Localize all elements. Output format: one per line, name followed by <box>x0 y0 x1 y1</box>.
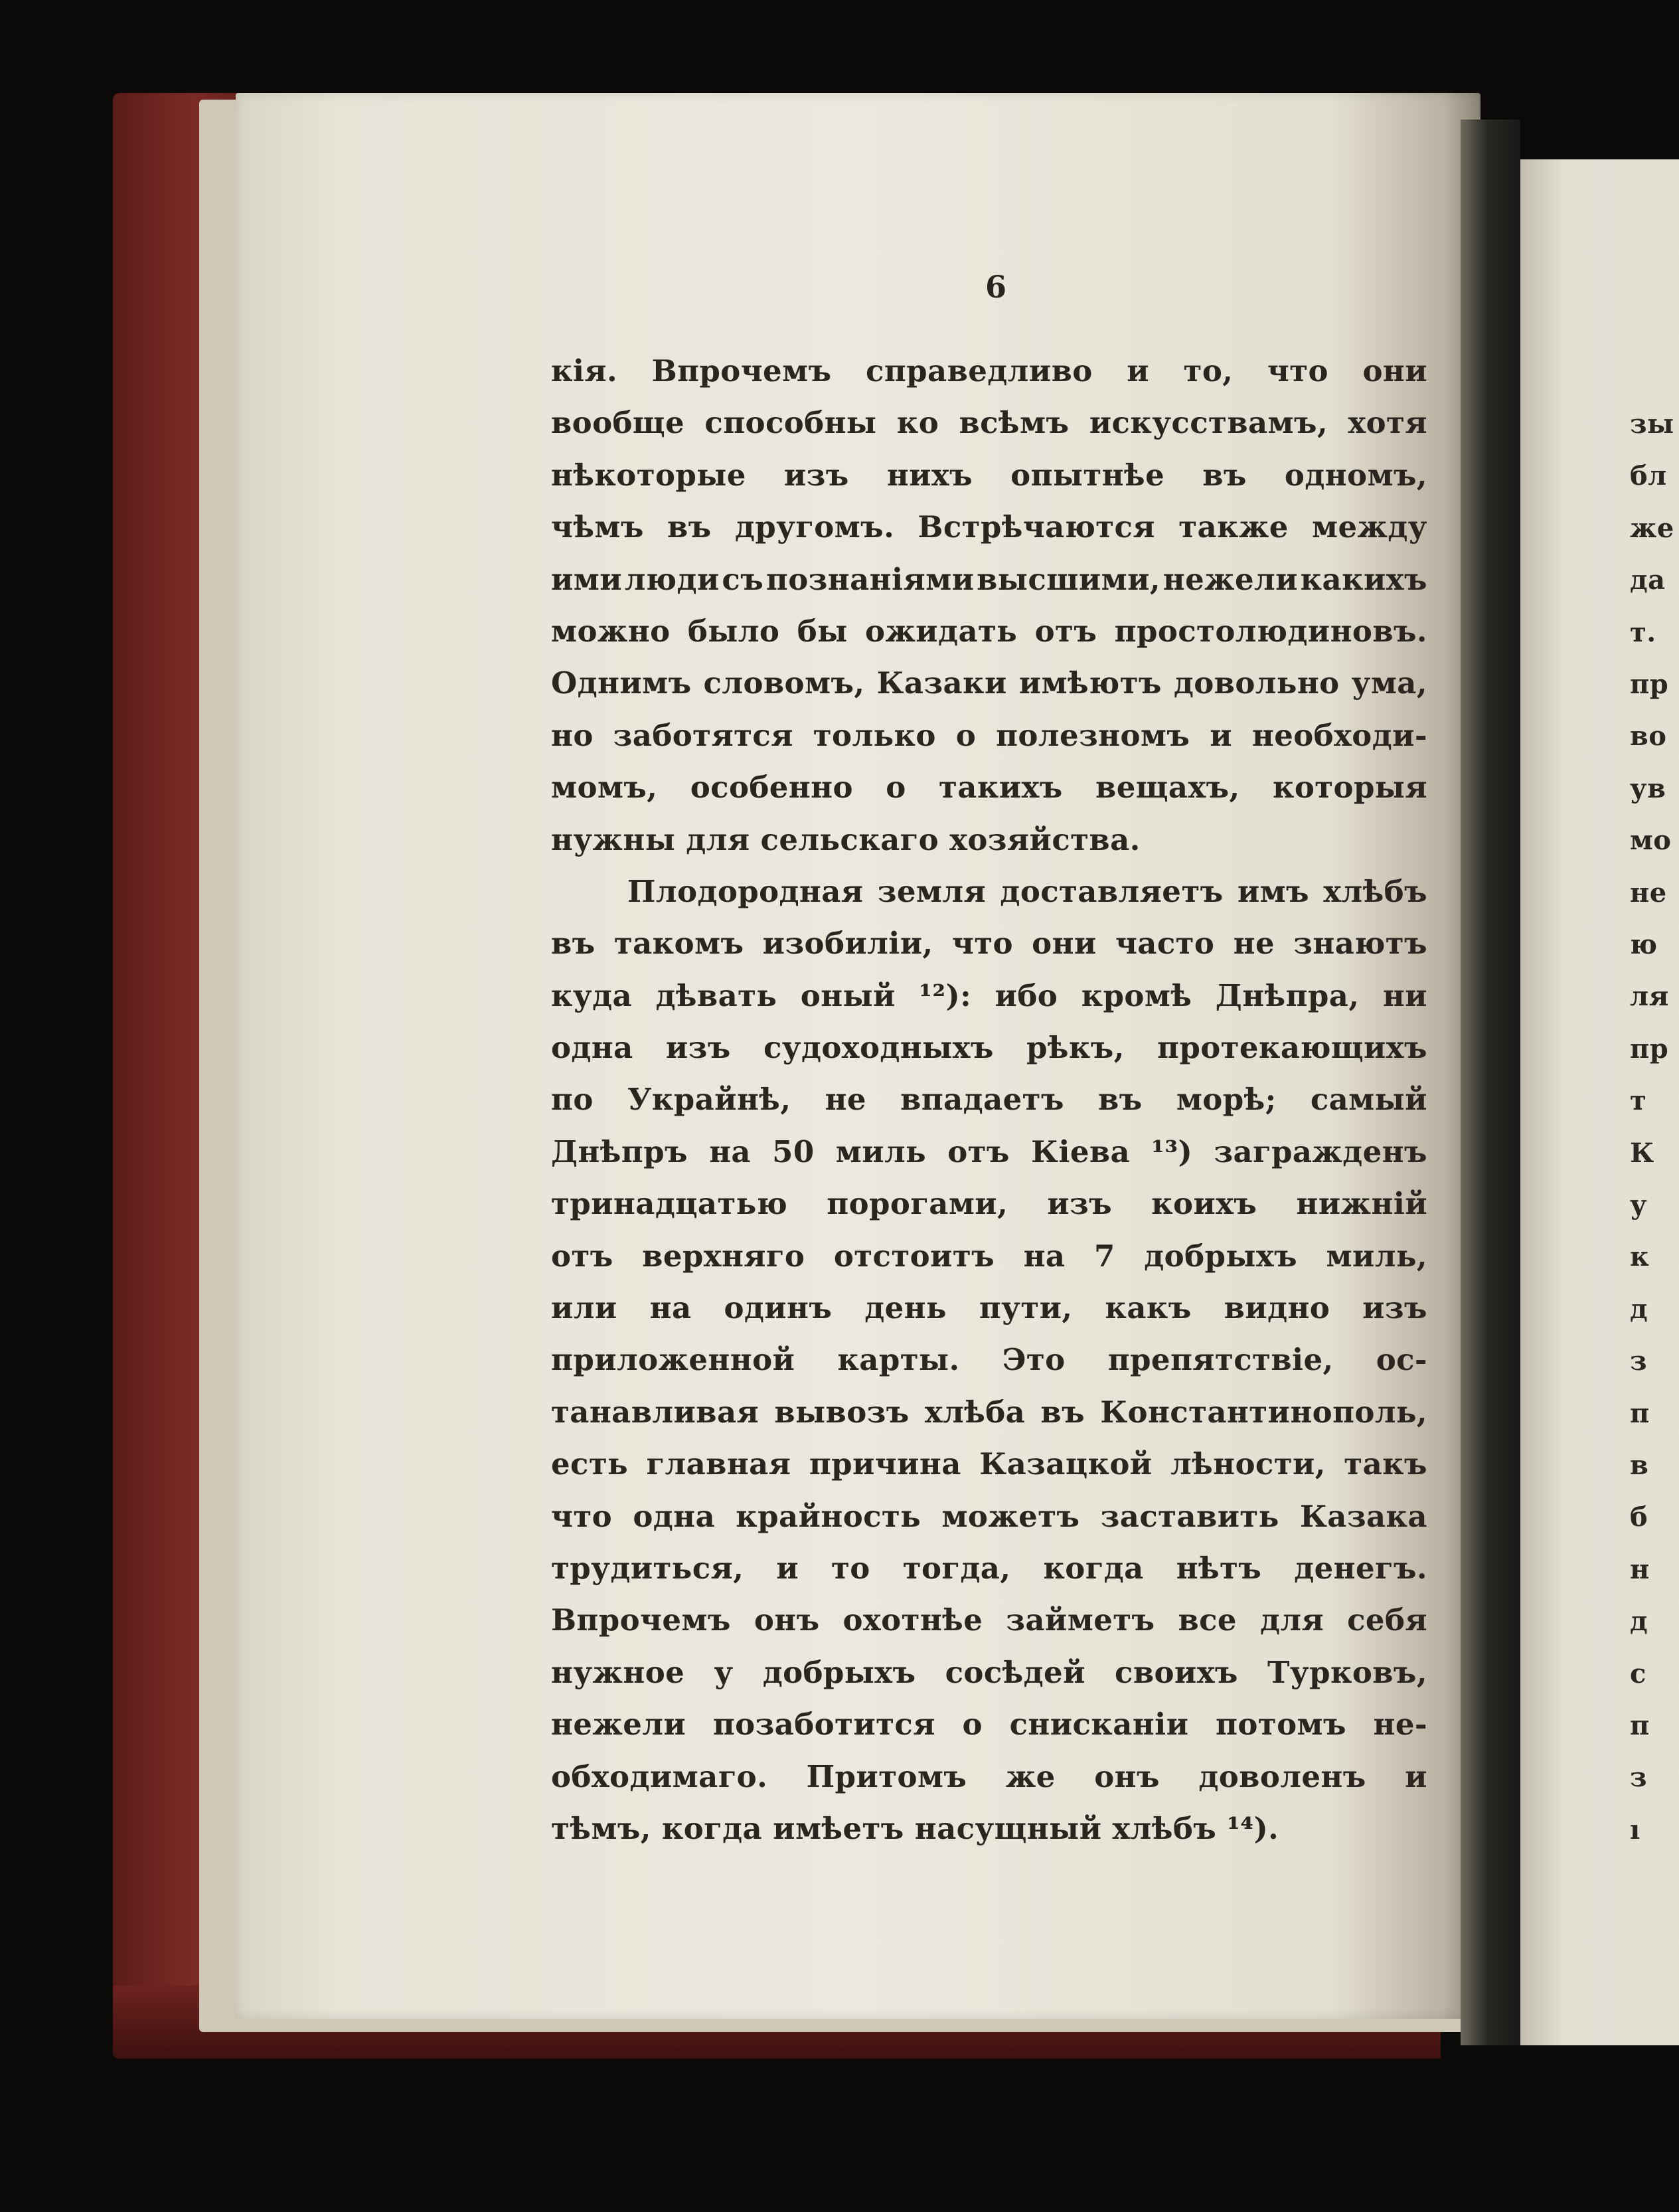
word: Турковъ, <box>1267 1654 1427 1690</box>
next-page-line-fragment: да <box>1630 564 1666 596</box>
word: препятствіе, <box>1107 1342 1334 1378</box>
word: же <box>1005 1758 1056 1794</box>
word: кромѣ <box>1081 978 1192 1013</box>
word: другомъ. <box>734 509 895 545</box>
word: 7 <box>1094 1238 1115 1274</box>
word: самый <box>1310 1082 1427 1118</box>
text-line: тѣмъ, когда имѣетъ насущный хлѣбъ ¹⁴). <box>551 1810 1279 1846</box>
word: дѣвать <box>655 978 777 1013</box>
word: тогда, <box>902 1550 1011 1586</box>
text-line <box>551 554 1427 606</box>
word: на <box>709 1134 751 1169</box>
text-line <box>551 1387 1427 1438</box>
word: которыя <box>1272 770 1427 806</box>
text-line <box>551 501 1427 553</box>
word: снисканіи <box>1009 1707 1189 1743</box>
word: Днѣпръ <box>551 1134 688 1169</box>
text-line <box>551 970 1427 1022</box>
word: о <box>955 717 977 753</box>
word: пути, <box>979 1290 1073 1326</box>
word: чѣмъ <box>551 509 644 545</box>
word: 50 <box>772 1134 815 1169</box>
word: карты. <box>837 1342 960 1378</box>
word: займетъ <box>1006 1602 1155 1638</box>
word: можно <box>551 613 671 649</box>
word: коихъ <box>1151 1186 1257 1222</box>
word: вывозъ <box>774 1394 910 1430</box>
next-page-line-fragment: пр <box>1630 669 1669 700</box>
page-number: 6 <box>985 269 1006 305</box>
word: причина <box>809 1446 961 1482</box>
next-page-line-fragment: п <box>1630 1397 1650 1429</box>
next-page-line-fragment: в <box>1630 1450 1649 1481</box>
word: Впрочемъ <box>651 353 832 388</box>
word: опытнѣе <box>1010 457 1165 493</box>
word: морѣ; <box>1176 1082 1277 1118</box>
word: отъ <box>551 1238 613 1274</box>
word: имѣютъ <box>1018 665 1162 701</box>
word: рѣкъ, <box>1026 1030 1125 1066</box>
word: Казацкой <box>979 1446 1153 1482</box>
word: также <box>1178 509 1289 545</box>
word: одна <box>633 1498 716 1534</box>
word: заставить <box>1100 1498 1279 1534</box>
word: знаютъ <box>1293 926 1427 962</box>
word: себя <box>1347 1602 1427 1638</box>
word: впадаетъ <box>900 1082 1064 1118</box>
word: нижній <box>1296 1186 1427 1222</box>
word: для <box>1259 1602 1324 1638</box>
word: отстоитъ <box>833 1238 995 1274</box>
word: онъ <box>754 1602 820 1638</box>
word: изъ <box>1362 1290 1427 1326</box>
next-page-line-fragment: не <box>1630 877 1667 908</box>
word: въ <box>667 509 712 545</box>
next-page-line-fragment: бл <box>1630 460 1667 492</box>
word: Это <box>1002 1342 1066 1378</box>
word: Однимъ <box>551 665 692 701</box>
word: верхняго <box>642 1238 805 1274</box>
word: особенно <box>690 770 853 806</box>
word: ос- <box>1376 1342 1427 1378</box>
next-page-line-fragment: пр <box>1630 1033 1669 1064</box>
word: Кіева <box>1031 1134 1131 1169</box>
word: только <box>813 717 936 753</box>
word: какихъ <box>1300 561 1427 597</box>
word: ими <box>551 561 623 597</box>
next-page-line-fragment: ув <box>1630 772 1666 804</box>
word: загражденъ <box>1214 1134 1427 1169</box>
word: довольно <box>1173 665 1340 701</box>
word: обходимаго. <box>551 1758 768 1794</box>
word: крайность <box>736 1498 921 1534</box>
text-line <box>551 397 1427 449</box>
word: о <box>962 1707 983 1743</box>
next-page-line-fragment: ı <box>1630 1814 1640 1845</box>
next-page-line-fragment: д <box>1630 1606 1648 1638</box>
word: на <box>1023 1238 1066 1274</box>
word: на <box>649 1290 692 1326</box>
word: и <box>1405 1758 1427 1794</box>
word: одна <box>551 1030 633 1066</box>
word: у <box>714 1654 734 1690</box>
word: всѣмъ <box>959 405 1070 441</box>
next-page-line-fragment: К <box>1630 1137 1654 1169</box>
word: кія. <box>551 353 618 388</box>
word: было <box>687 613 780 649</box>
word: ожидать <box>865 613 1018 649</box>
word: ибо <box>995 978 1058 1013</box>
next-page-line-fragment: зы <box>1630 408 1674 440</box>
word: что <box>951 926 1013 962</box>
word: ¹³) <box>1151 1134 1193 1169</box>
word: земля <box>877 873 987 909</box>
word: способны <box>704 405 877 441</box>
word: добрыхъ <box>762 1654 916 1690</box>
word: такомъ <box>613 926 744 962</box>
word: есть <box>551 1446 629 1482</box>
next-page-line-fragment: т <box>1630 1085 1647 1117</box>
text-line <box>551 606 1427 657</box>
word: потомъ <box>1216 1707 1346 1743</box>
text-line <box>551 762 1427 813</box>
word: вещахъ, <box>1095 770 1240 806</box>
next-page-line-fragment: ю <box>1630 929 1658 960</box>
word: Казака <box>1299 1498 1427 1534</box>
word: какъ <box>1105 1290 1192 1326</box>
text-line <box>551 1231 1427 1282</box>
text-line <box>551 710 1427 762</box>
word: познаніями <box>765 561 975 597</box>
next-page-line-fragment: з <box>1630 1345 1648 1377</box>
text-line <box>551 1543 1427 1594</box>
word: что <box>1267 353 1328 388</box>
word: по <box>551 1082 594 1118</box>
word: Встрѣчаются <box>918 509 1155 545</box>
text-line <box>551 918 1427 970</box>
word: денегъ. <box>1294 1550 1427 1586</box>
next-page-line-fragment: к <box>1630 1241 1650 1273</box>
word: они <box>1362 353 1427 388</box>
word: имъ <box>1237 873 1309 909</box>
word: Впрочемъ <box>551 1602 731 1638</box>
word: Константинополь, <box>1100 1394 1427 1430</box>
text-line <box>551 1126 1427 1178</box>
word: хлѣбъ <box>1323 873 1427 909</box>
word: тринадцатью <box>551 1186 788 1222</box>
word: Украйнѣ, <box>627 1082 791 1118</box>
word: съ <box>722 561 764 597</box>
word: полезномъ <box>996 717 1190 753</box>
word: одинъ <box>724 1290 833 1326</box>
text-line <box>551 1491 1427 1543</box>
word: изъ <box>665 1030 731 1066</box>
word: или <box>551 1290 617 1326</box>
word: когда <box>1043 1550 1144 1586</box>
next-page-line-fragment: д <box>1630 1293 1648 1325</box>
word: нѣтъ <box>1176 1550 1262 1586</box>
next-page-line-fragment: с <box>1630 1658 1646 1689</box>
next-page-line-fragment: н <box>1630 1553 1650 1585</box>
word: охотнѣе <box>842 1602 983 1638</box>
word: не <box>825 1082 866 1118</box>
text-line <box>551 1074 1427 1126</box>
word: такъ <box>1344 1446 1427 1482</box>
text-line <box>551 1438 1427 1490</box>
word: главная <box>646 1446 791 1482</box>
word: оный <box>800 978 896 1013</box>
word: хотя <box>1348 405 1427 441</box>
word: ко <box>896 405 939 441</box>
text-line <box>551 1178 1427 1230</box>
word: изъ <box>1047 1186 1113 1222</box>
word: миль <box>835 1134 927 1169</box>
word: заботятся <box>613 717 793 753</box>
word: простолюдиновъ. <box>1114 613 1427 649</box>
word: Притомъ <box>806 1758 967 1794</box>
text-line <box>551 1022 1427 1074</box>
text-line <box>551 345 1427 397</box>
word: вообще <box>551 405 685 441</box>
word: можетъ <box>941 1498 1080 1534</box>
word: ни <box>1382 978 1427 1013</box>
word: отъ <box>1034 613 1097 649</box>
next-page-line-fragment: у <box>1630 1189 1648 1221</box>
book-gutter <box>1461 120 1520 2045</box>
word: въ <box>1040 1394 1085 1430</box>
word: часто <box>1115 926 1215 962</box>
word: доволенъ <box>1198 1758 1366 1794</box>
word: то, <box>1183 353 1234 388</box>
word: нужное <box>551 1654 685 1690</box>
word: бы <box>797 613 848 649</box>
text-line <box>551 1282 1427 1334</box>
next-page-line-fragment: п <box>1630 1710 1650 1741</box>
word: что <box>551 1498 613 1534</box>
word: ¹²): <box>919 978 972 1013</box>
word: хлѣба <box>924 1394 1026 1430</box>
word: миль, <box>1326 1238 1427 1274</box>
text-line <box>551 1751 1427 1803</box>
next-page-line-fragment: во <box>1630 721 1667 752</box>
next-page-line-fragment: т. <box>1630 616 1656 648</box>
word: въ <box>551 926 596 962</box>
word: лѣности, <box>1170 1446 1326 1482</box>
word: нихъ <box>886 457 973 493</box>
word: люди <box>624 561 720 597</box>
word: позаботится <box>712 1707 935 1743</box>
word: момъ, <box>551 770 658 806</box>
word: то <box>831 1550 870 1586</box>
word: куда <box>551 978 633 1013</box>
word: своихъ <box>1115 1654 1238 1690</box>
word: высшими, <box>977 561 1160 597</box>
word: о <box>886 770 906 806</box>
word: все <box>1178 1602 1237 1638</box>
word: не <box>1233 926 1275 962</box>
text-line <box>551 1594 1427 1646</box>
word: Казаки <box>876 665 1007 701</box>
word: но <box>551 717 594 753</box>
text-line <box>551 450 1427 501</box>
word: изобиліи, <box>762 926 933 962</box>
text-line: нужны для сельскаго хозяйства. <box>551 821 1141 857</box>
next-page-line-fragment: ля <box>1630 981 1669 1013</box>
body-text <box>551 345 1427 1855</box>
word: онъ <box>1094 1758 1160 1794</box>
word: сосѣдей <box>945 1654 1085 1690</box>
word: ума, <box>1351 665 1427 701</box>
word: не- <box>1373 1707 1427 1743</box>
word: танавливая <box>551 1394 760 1430</box>
next-page-line-fragment: б <box>1630 1501 1648 1533</box>
word: судоходныхъ <box>763 1030 994 1066</box>
word: протекающихъ <box>1157 1030 1427 1066</box>
word: добрыхъ <box>1144 1238 1298 1274</box>
word: справедливо <box>866 353 1093 388</box>
word: Днѣпра, <box>1215 978 1360 1013</box>
word: трудиться, <box>551 1550 744 1586</box>
text-line <box>551 1699 1427 1750</box>
word: Плодородная <box>627 873 864 909</box>
word: въ <box>1098 1082 1143 1118</box>
word: порогами, <box>827 1186 1008 1222</box>
word: и <box>1210 717 1232 753</box>
word: день <box>864 1290 947 1326</box>
text-line <box>551 657 1427 709</box>
word: словомъ, <box>703 665 865 701</box>
word: необходи- <box>1251 717 1427 753</box>
word: въ <box>1202 457 1247 493</box>
word: они <box>1032 926 1097 962</box>
word: и <box>1127 353 1149 388</box>
word: одномъ, <box>1284 457 1427 493</box>
text-line <box>551 1647 1427 1699</box>
word: нѣкоторые <box>551 457 746 493</box>
next-page-line-fragment: з <box>1630 1762 1648 1794</box>
text-line <box>551 1334 1427 1386</box>
word: приложенной <box>551 1342 795 1378</box>
word: нежели <box>551 1707 686 1743</box>
word: и <box>776 1550 799 1586</box>
word: нежели <box>1162 561 1298 597</box>
word: видно <box>1224 1290 1330 1326</box>
next-page-line-fragment: же <box>1630 512 1674 544</box>
word: такихъ <box>939 770 1063 806</box>
word: отъ <box>947 1134 1010 1169</box>
word: между <box>1312 509 1427 545</box>
word: искусствамъ, <box>1089 405 1328 441</box>
word: доставляетъ <box>1000 873 1224 909</box>
paragraph-first-line <box>551 866 1427 918</box>
word: изъ <box>783 457 849 493</box>
next-page-line-fragment: мо <box>1630 825 1672 857</box>
